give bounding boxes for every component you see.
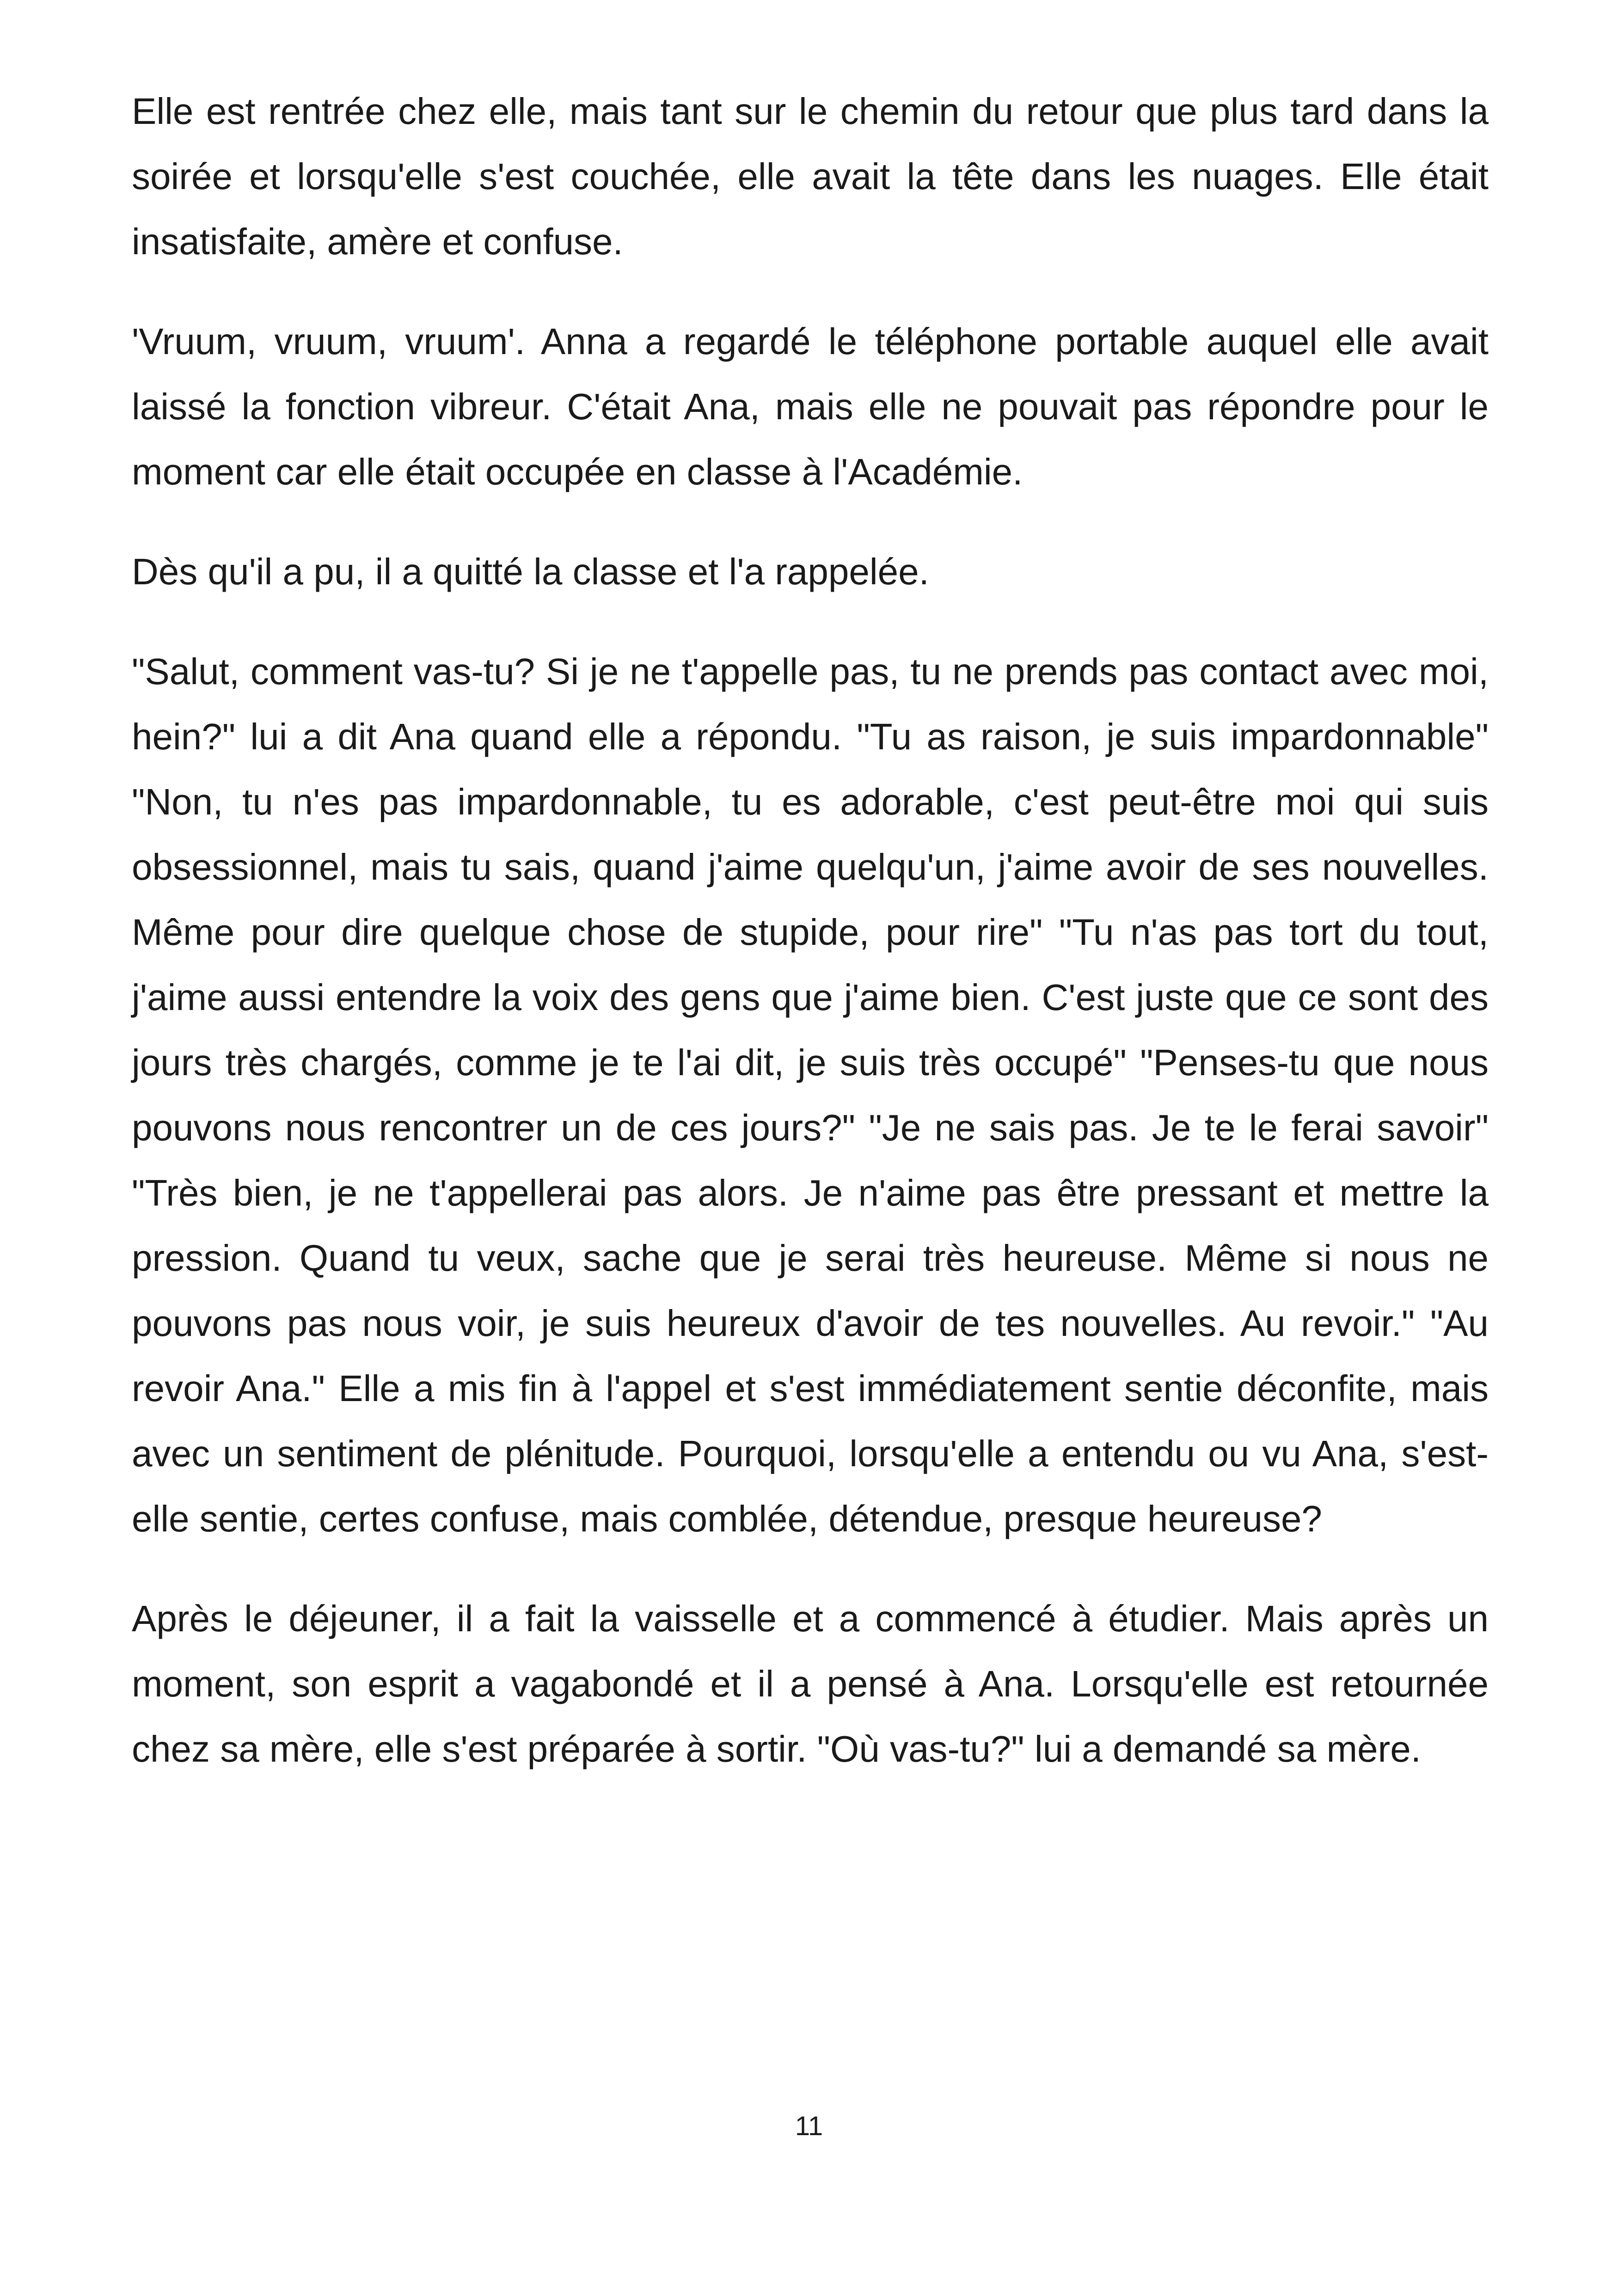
paragraph-1: Elle est rentrée chez elle, mais tant sur le chemin du retour que plus tard dans la soirée et lorsqu'elle s'est couchée, elle avait la tête dans les nuages. Elle était insatisfaite, amère et confuse. <box>132 91 1489 262</box>
paragraph-4: "Salut, comment vas-tu? Si je ne t'appelle pas, tu ne prends pas contact avec moi, hein?" lui a dit Ana quand elle a répondu. "Tu as raison, je suis impardonnable" "Non, tu n'es pas impardonnable, tu es adorable, c'est peut-être moi qui suis obsessionnel, mais tu sais, quand j'aime quelqu'un, j'aime avoir de ses nouvelles. Même pour dire quelque chose de stupide, pour rire" "Tu n'as pas tort du tout, j'aime aussi entendre la voix des gens que j'aime bien. C'est juste que ce sont des jours très chargés, comme je te l'ai dit, je suis très occupé" "Penses-tu que nous pouvons nous rencontrer un de ces jours?" "Je ne sais pas. Je te le ferai savoir" "Très bien, je ne t'appellerai pas alors. Je n'aime pas être pressant et mettre la pression. Quand tu veux, sache que je serai très heureuse. Même si nous ne pouvons pas nous voir, je suis heureux d'avoir de tes nouvelles. Au revoir." "Au revoir Ana." Elle a mis fin à l'appel et s'est immédiatement sentie déconfite, mais avec un sentiment de plénitude. Pourquoi, lorsqu'elle a entendu ou vu Ana, s'est-elle sentie, certes confuse, mais comblée, détendue, presque heureuse? <box>132 651 1489 1539</box>
paragraph-5: Après le déjeuner, il a fait la vaisselle et a commencé à étudier. Mais après un moment, son esprit a vagabondé et il a pensé à Ana. Lorsqu'elle est retournée chez sa mère, elle s'est préparée à sortir. "Où vas-tu?" lui a demandé sa mère. <box>132 1598 1489 1769</box>
paragraph-2: 'Vruum, vruum, vruum'. Anna a regardé le téléphone portable auquel elle avait laissé la fonction vibreur. C'était Ana, mais elle ne pouvait pas répondre pour le moment car elle était occupée en classe à l'Académie. <box>132 321 1489 492</box>
page-number: 11 <box>795 2111 823 2141</box>
body-text <box>132 79 1489 1816</box>
paragraph-3: Dès qu'il a pu, il a quitté la classe et l'a rappelée. <box>132 551 929 592</box>
